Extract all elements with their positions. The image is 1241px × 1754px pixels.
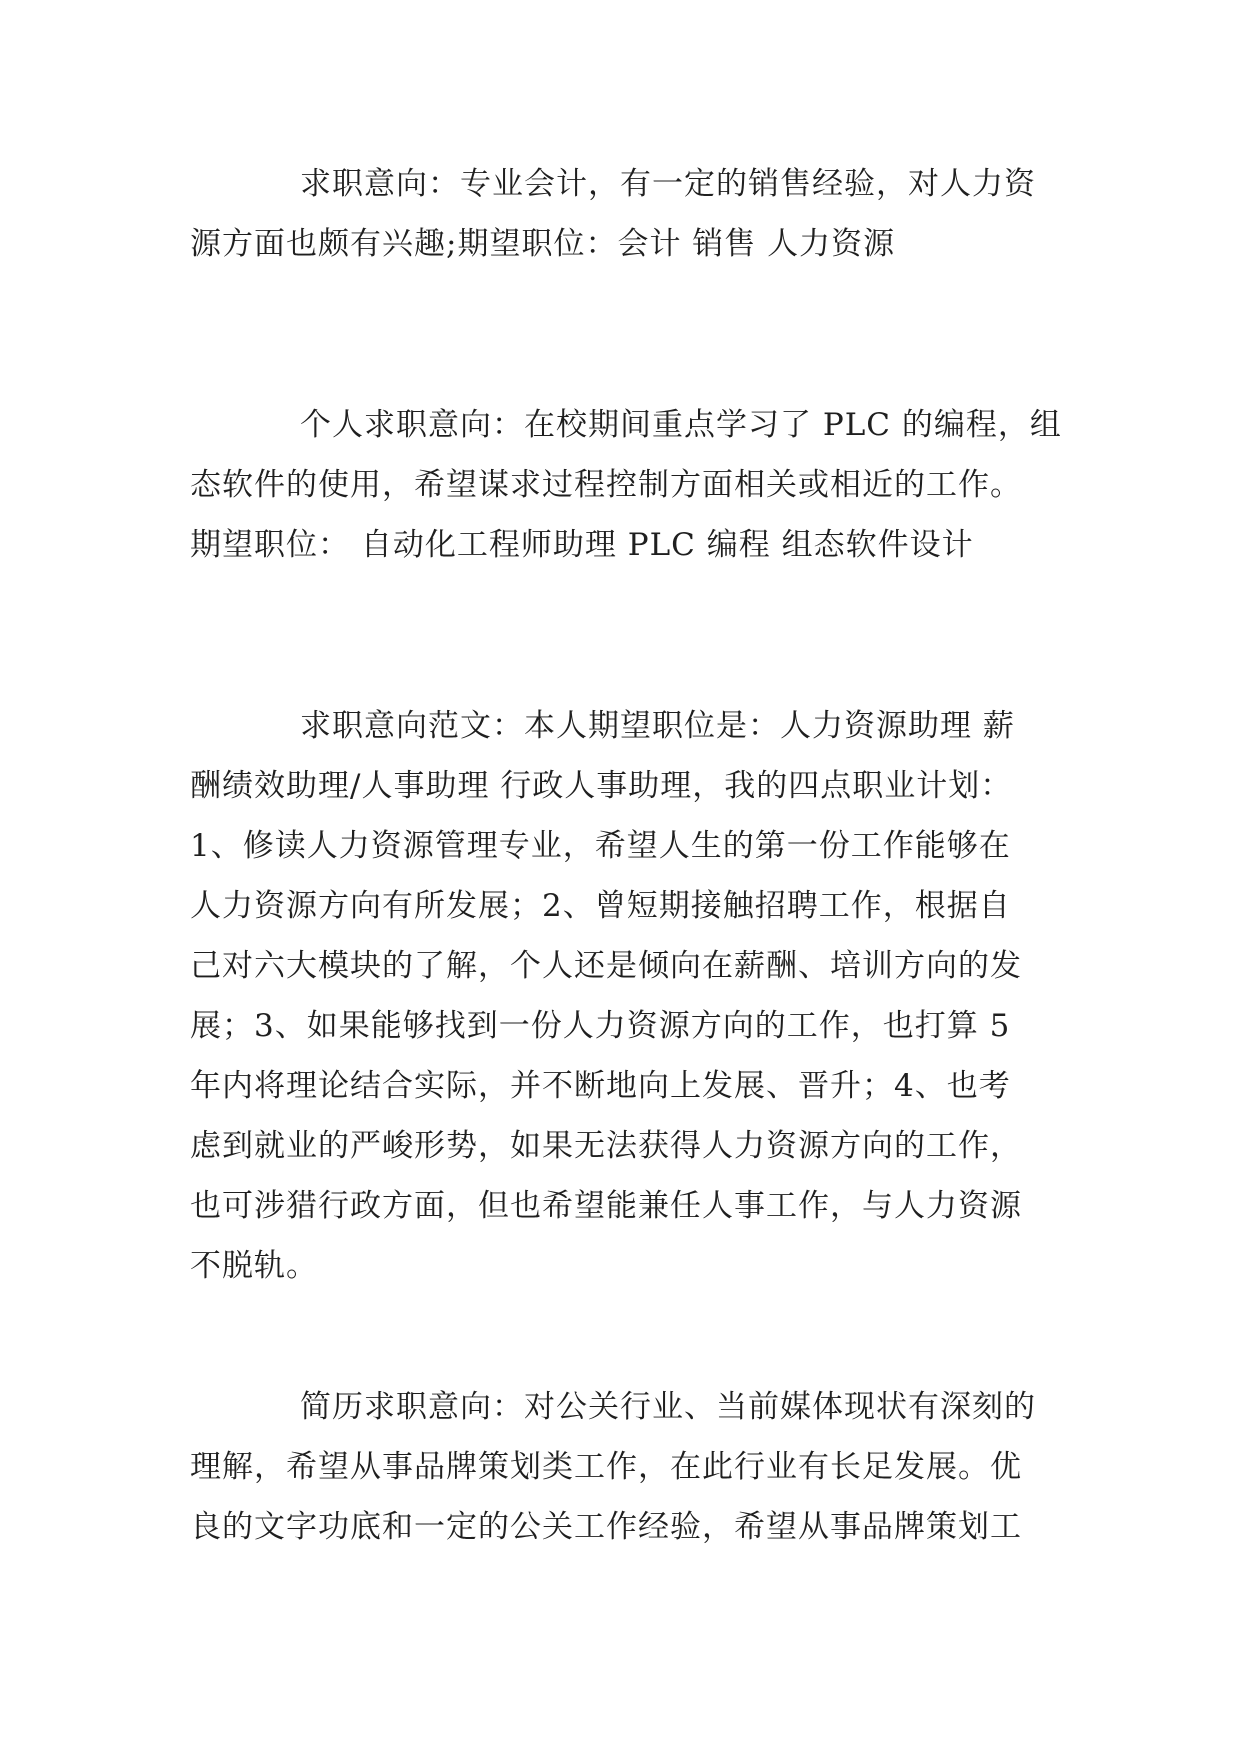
paragraph-line: 求职意向：专业会计，有一定的销售经验，对人力资 xyxy=(300,166,1036,202)
paragraph-line: 个人求职意向：在校期间重点学习了 PLC 的编程，组 xyxy=(300,407,1062,443)
paragraph-job-intention-hr-sample xyxy=(190,696,1075,1296)
paragraph-line: 求职意向范文：本人期望职位是：人力资源助理 薪 xyxy=(300,708,1015,744)
paragraph-line: 也可涉猎行政方面，但也希望能兼任人事工作，与人力资源 xyxy=(190,1188,1022,1224)
paragraph-line: 年内将理论结合实际，并不断地向上发展、晋升；4、也考 xyxy=(190,1068,1011,1104)
paragraph-line: 展；3、如果能够找到一份人力资源方向的工作，也打算 5 xyxy=(190,1008,1011,1044)
paragraph-line: 简历求职意向：对公关行业、当前媒体现状有深刻的 xyxy=(300,1389,1036,1425)
paragraph-job-intention-accounting xyxy=(190,154,1075,274)
paragraph-line: 虑到就业的严峻形势，如果无法获得人力资源方向的工作， xyxy=(190,1128,1022,1164)
paragraph-line: 期望职位： 自动化工程师助理 PLC 编程 组态软件设计 xyxy=(190,527,974,563)
paragraph-line: 酬绩效助理/人事助理 行政人事助理，我的四点职业计划： xyxy=(190,768,1013,804)
paragraph-line: 理解，希望从事品牌策划类工作，在此行业有长足发展。优 xyxy=(190,1449,1022,1485)
paragraph-line: 源方面也颇有兴趣;期望职位：会计 销售 人力资源 xyxy=(190,226,896,262)
paragraph-line: 1、修读人力资源管理专业，希望人生的第一份工作能够在 xyxy=(190,828,1011,864)
paragraph-line: 良的文字功底和一定的公关工作经验，希望从事品牌策划工 xyxy=(190,1509,1022,1545)
paragraph-resume-job-intention-pr xyxy=(190,1377,1075,1557)
paragraph-line: 不脱轨。 xyxy=(190,1248,318,1284)
paragraph-line: 人力资源方向有所发展；2、曾短期接触招聘工作，根据自 xyxy=(190,888,1011,924)
paragraph-line: 己对六大模块的了解，个人还是倾向在薪酬、培训方向的发 xyxy=(190,948,1022,984)
paragraph-job-intention-plc xyxy=(190,395,1075,575)
paragraph-line: 态软件的使用，希望谋求过程控制方面相关或相近的工作。 xyxy=(190,467,1022,503)
